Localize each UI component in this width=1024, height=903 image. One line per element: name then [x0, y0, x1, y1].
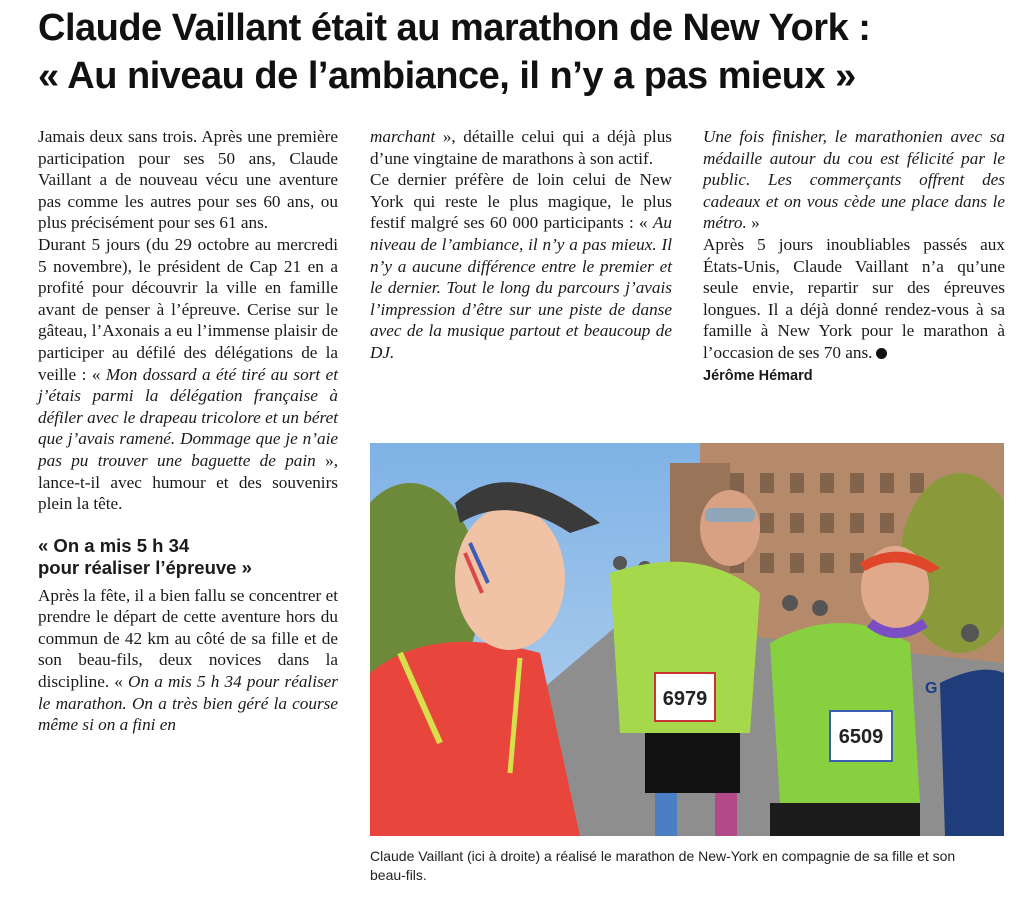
- author-byline: Jérôme Hémard: [703, 367, 813, 384]
- headline-line-1: Claude Vaillant était au marathon de New York :: [38, 7, 871, 49]
- article-column-3: [703, 126, 1005, 387]
- article-column-1: [38, 126, 338, 736]
- marathon-runners-illustration: [370, 443, 1004, 836]
- photo-caption: Claude Vaillant (ici à droite) a réalisé le marathon de New-York en compagnie de sa fille et son beau-fils.: [370, 848, 956, 883]
- section-subheading: « On a mis 5 h 34 pour réaliser l’épreuve »: [38, 534, 252, 578]
- end-bullet-icon: [876, 348, 887, 359]
- paragraph: Ce dernier préfère de loin celui de New York qui reste le plus magique, le plus festif malgré ses 60 000 participants : « Au niveau de l’ambiance, il n’y a pas mieux. Il n’y a aucune différence entre le premier et le dernier. Tout le long du parcours j’avais l’impression d’être sur une piste de danse avec de la musique partout et beaucoup de DJ.: [370, 170, 672, 362]
- shirt-mark: G: [925, 680, 938, 697]
- article-headline: [38, 4, 1008, 100]
- paragraph: Durant 5 jours (du 29 octobre au mercredi 5 novembre), le président de Cap 21 en a profité pour découvrir la ville en famille avant de penser à l’épreuve. Cerise sur le gâteau, l’Axonais a eu l’immense plaisir de participer au défilé des délégations de la veille : « Mon dossard a été tiré au sort et j’étais parmi la délégation française à défiler avec le drapeau tricolore et un béret que j’avais ramené. Dommage que je n’aie pas pu trouver une baguette de pain », lance-t-il avec humour et des souvenirs plein la tête.: [38, 234, 339, 514]
- paragraph: Après la fête, il a bien fallu se concentrer et prendre le départ de cette aventure hors du commun de 42 km au côté de sa fille et de son beau-fils, deux novices dans la discipline. « On a mis 5 h 34 pour réaliser le marathon. On a très bien géré la course même si on a fini en: [38, 585, 338, 735]
- paragraph: marchant », détaille celui qui a déjà plus d’une vingtaine de marathons à son actif.: [370, 127, 672, 168]
- article-photo: [370, 443, 1004, 836]
- paragraph: Jamais deux sans trois. Après une première participation pour ses 50 ans, Claude Vaillant a de nouveau vécu une aventure pas comme les autres pour ses 60 ans, ou plus précisément pour ses 61 ans.: [38, 127, 338, 233]
- headline-line-2: « Au niveau de l’ambiance, il n’y a pas mieux »: [38, 55, 856, 97]
- bib-number-right: 6509: [838, 726, 884, 748]
- paragraph: Après 5 jours inoubliables passés aux États-Unis, Claude Vaillant n’a qu’une seule envie, repartir sur des épreuves longues. Il a déjà donné rendez-vous à sa famille à New York pour le marathon à l’occasion de ses 70 ans.: [703, 234, 1005, 362]
- paragraph: Une fois finisher, le marathonien avec sa médaille autour du cou est félicité par le public. Les commerçants offrent des cadeaux et on vous cède une place dans le métro. »: [703, 127, 1005, 233]
- bib-number-left: 6979: [662, 688, 708, 710]
- article-column-2: [370, 126, 672, 364]
